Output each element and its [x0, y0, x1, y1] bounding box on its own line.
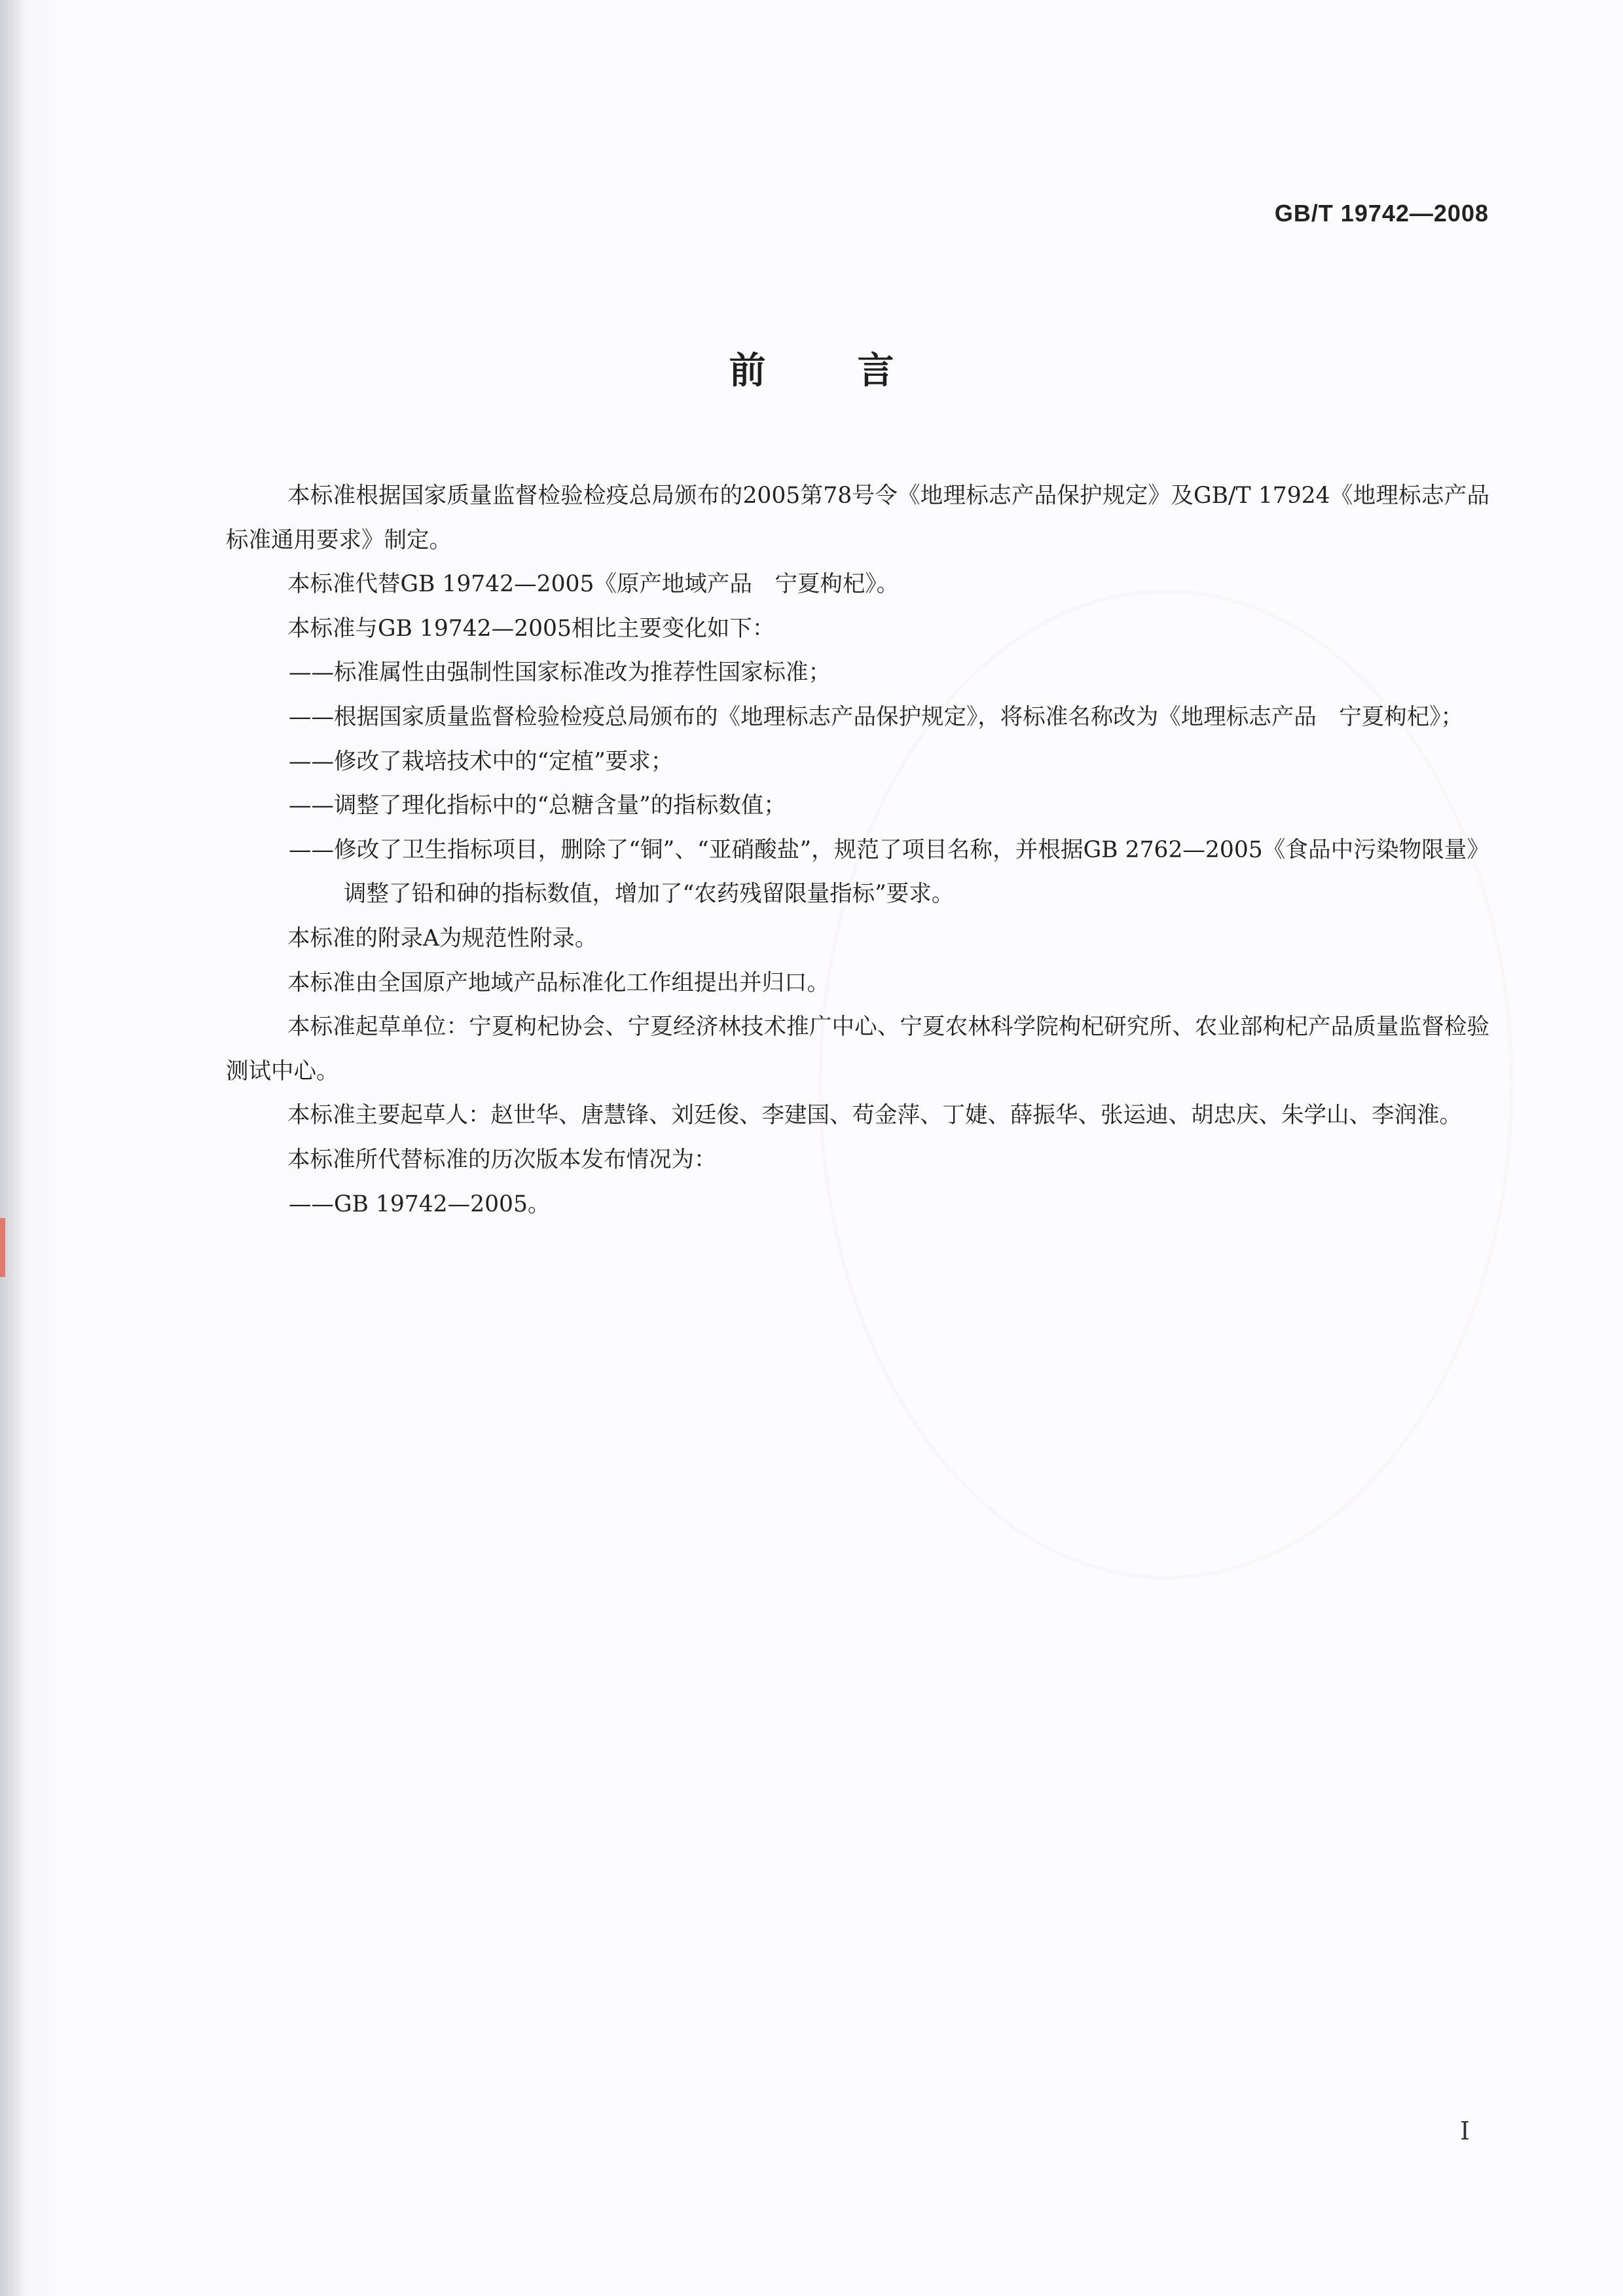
paragraph-proposer: 本标准由全国原产地域产品标准化工作组提出并归口。 [287, 969, 830, 996]
history-item: ——GB 19742—2005。 [289, 1191, 551, 1217]
standard-code: GB/T 19742—2008 [1274, 200, 1489, 227]
change-item: ——标准属性由强制性国家标准改为推荐性国家标准； [289, 659, 831, 686]
paragraph-annex: 本标准的附录A为规范性附录。 [287, 925, 598, 952]
change-item: ——修改了栽培技术中的“定植”要求； [289, 748, 674, 775]
paragraph-drafting-units: 本标准起草单位：宁夏枸杞协会、宁夏经济林技术推广中心、宁夏农林科学院枸杞研究所、农业部枸杞产品质量监督检验测试中心。 [226, 1014, 1489, 1084]
document-body [226, 474, 1489, 1227]
paragraph-replaces: 本标准代替GB 19742—2005《原产地域产品 宁夏枸杞》。 [287, 571, 900, 598]
page-title: 前言 [729, 350, 986, 392]
page-number: I [1459, 2117, 1470, 2145]
paragraph-drafters: 本标准主要起草人：赵世华、唐慧锋、刘廷俊、李建国、苟金萍、丁婕、薛振华、张运迪、胡忠庆、朱学山、李润淮。 [287, 1102, 1462, 1129]
page-edge-mark [0, 1218, 5, 1277]
change-item: ——调整了理化指标中的“总糖含量”的指标数值； [289, 792, 786, 819]
change-item: ——修改了卫生指标项目，删除了“铜”、“亚硝酸盐”，规范了项目名称，并根据GB 2762—2005《食品中污染物限量》调整了铅和砷的指标数值，增加了“农药残留限量指标”要求。 [289, 836, 1489, 908]
paragraph-changes-intro: 本标准与GB 19742—2005相比主要变化如下： [287, 615, 775, 642]
paragraph-basis: 本标准根据国家质量监督检验检疫总局颁布的2005第78号令《地理标志产品保护规定》及GB/T 17924《地理标志产品标准通用要求》制定。 [226, 483, 1489, 553]
change-item: ——根据国家质量监督检验检疫总局颁布的《地理标志产品保护规定》，将标准名称改为《地理标志产品 宁夏枸杞》； [289, 703, 1463, 730]
paragraph-history-intro: 本标准所代替标准的历次版本发布情况为： [287, 1146, 717, 1173]
